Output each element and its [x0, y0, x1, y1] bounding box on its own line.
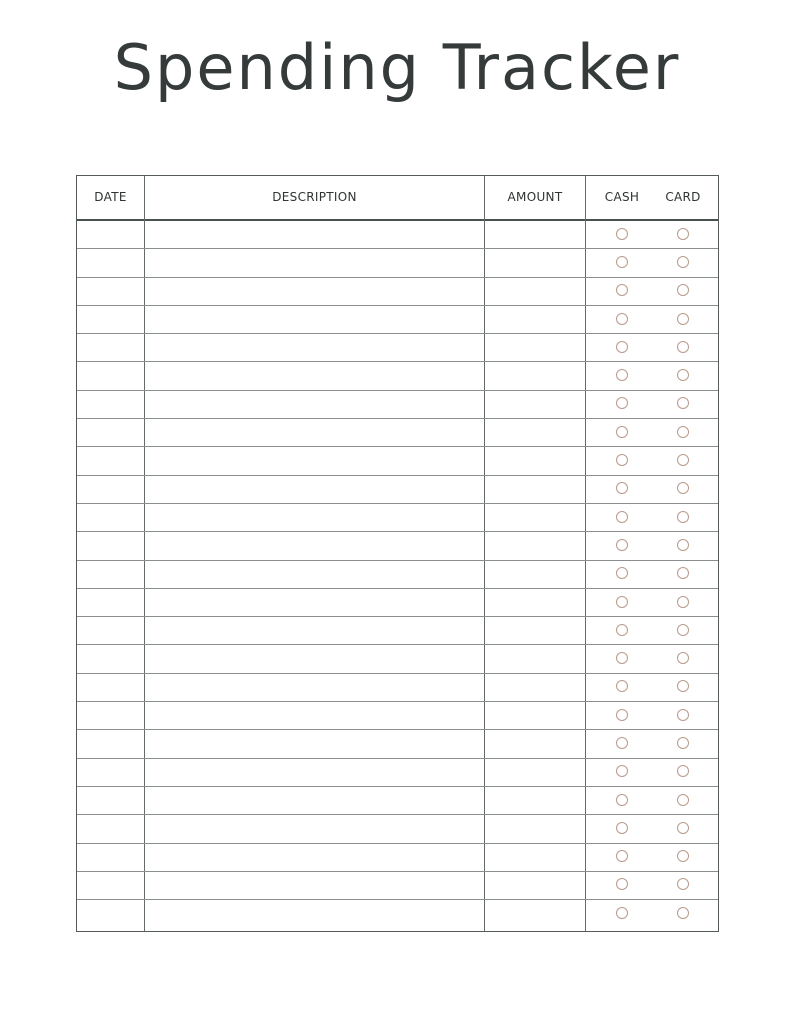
card-checkbox[interactable]	[677, 822, 689, 834]
header-date: DATE	[94, 190, 127, 204]
card-checkbox[interactable]	[677, 652, 689, 664]
cash-checkbox[interactable]	[616, 596, 628, 608]
table-row[interactable]	[77, 730, 718, 758]
table-row[interactable]	[77, 221, 718, 249]
card-checkbox[interactable]	[677, 794, 689, 806]
card-checkbox[interactable]	[677, 341, 689, 353]
table-row[interactable]	[77, 702, 718, 730]
table-row[interactable]	[77, 589, 718, 617]
cash-checkbox[interactable]	[616, 482, 628, 494]
table-row[interactable]	[77, 759, 718, 787]
card-checkbox[interactable]	[677, 596, 689, 608]
cash-checkbox[interactable]	[616, 511, 628, 523]
card-checkbox[interactable]	[677, 907, 689, 919]
header-amount: AMOUNT	[507, 190, 563, 204]
header-card: CARD	[665, 190, 701, 204]
cash-checkbox[interactable]	[616, 652, 628, 664]
table-row[interactable]	[77, 419, 718, 447]
table-row[interactable]	[77, 532, 718, 560]
cash-checkbox[interactable]	[616, 850, 628, 862]
header-description: DESCRIPTION	[272, 190, 357, 204]
card-checkbox[interactable]	[677, 228, 689, 240]
card-checkbox[interactable]	[677, 737, 689, 749]
card-checkbox[interactable]	[677, 482, 689, 494]
card-checkbox[interactable]	[677, 256, 689, 268]
table-row[interactable]	[77, 334, 718, 362]
cash-checkbox[interactable]	[616, 397, 628, 409]
card-checkbox[interactable]	[677, 680, 689, 692]
table-header	[77, 176, 718, 221]
cash-checkbox[interactable]	[616, 794, 628, 806]
cash-checkbox[interactable]	[616, 369, 628, 381]
cash-checkbox[interactable]	[616, 680, 628, 692]
table-row[interactable]	[77, 504, 718, 532]
card-checkbox[interactable]	[677, 709, 689, 721]
table-row[interactable]	[77, 674, 718, 702]
cash-checkbox[interactable]	[616, 737, 628, 749]
card-checkbox[interactable]	[677, 369, 689, 381]
cash-checkbox[interactable]	[616, 765, 628, 777]
card-checkbox[interactable]	[677, 567, 689, 579]
cash-checkbox[interactable]	[616, 539, 628, 551]
table-row[interactable]	[77, 815, 718, 843]
cash-checkbox[interactable]	[616, 426, 628, 438]
table-row[interactable]	[77, 900, 718, 928]
card-checkbox[interactable]	[677, 284, 689, 296]
header-cash: CASH	[604, 190, 640, 204]
cash-checkbox[interactable]	[616, 907, 628, 919]
table-row[interactable]	[77, 249, 718, 277]
card-checkbox[interactable]	[677, 426, 689, 438]
card-checkbox[interactable]	[677, 539, 689, 551]
table-row[interactable]	[77, 872, 718, 900]
cash-checkbox[interactable]	[616, 313, 628, 325]
table-row[interactable]	[77, 844, 718, 872]
table-row[interactable]	[77, 278, 718, 306]
card-checkbox[interactable]	[677, 397, 689, 409]
cash-checkbox[interactable]	[616, 822, 628, 834]
card-checkbox[interactable]	[677, 850, 689, 862]
card-checkbox[interactable]	[677, 313, 689, 325]
cash-checkbox[interactable]	[616, 454, 628, 466]
card-checkbox[interactable]	[677, 511, 689, 523]
cash-checkbox[interactable]	[616, 341, 628, 353]
cash-checkbox[interactable]	[616, 256, 628, 268]
table-row[interactable]	[77, 362, 718, 390]
table-row[interactable]	[77, 447, 718, 475]
cash-checkbox[interactable]	[616, 878, 628, 890]
card-checkbox[interactable]	[677, 624, 689, 636]
table-body	[77, 221, 718, 928]
card-checkbox[interactable]	[677, 765, 689, 777]
table-row[interactable]	[77, 645, 718, 673]
table-row[interactable]	[77, 306, 718, 334]
table-row[interactable]	[77, 561, 718, 589]
table-row[interactable]	[77, 617, 718, 645]
cash-checkbox[interactable]	[616, 624, 628, 636]
cash-checkbox[interactable]	[616, 709, 628, 721]
table-row[interactable]	[77, 476, 718, 504]
page-title: Spending Tracker	[113, 31, 681, 104]
cash-checkbox[interactable]	[616, 567, 628, 579]
card-checkbox[interactable]	[677, 454, 689, 466]
card-checkbox[interactable]	[677, 878, 689, 890]
spending-table	[76, 175, 719, 932]
cash-checkbox[interactable]	[616, 284, 628, 296]
cash-checkbox[interactable]	[616, 228, 628, 240]
table-row[interactable]	[77, 391, 718, 419]
table-row[interactable]	[77, 787, 718, 815]
